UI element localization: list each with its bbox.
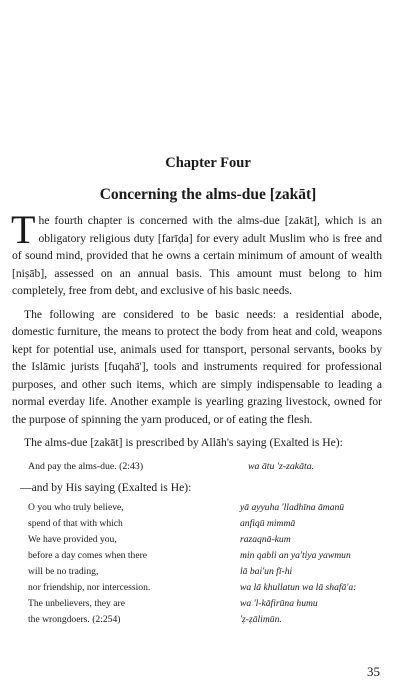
- verse-line: 'ẓ-ẓālimūn.: [240, 614, 282, 625]
- verse-line: O you who truly believe,: [28, 502, 124, 513]
- quote-1-english: And pay the alms-due. (2:43): [28, 460, 144, 472]
- verse-line: wa lā khullatun wa lā shafā'a:: [240, 582, 357, 593]
- body-text: [11, 207, 382, 628]
- verse-line: wa 'l-kāfirūna humu: [240, 598, 318, 609]
- verse-line: razaqnā-kum: [240, 534, 291, 545]
- verse-line: spend of that with which: [28, 518, 123, 529]
- verse-line: anfiqū mimmā: [240, 518, 296, 529]
- verse-line: nor friendship, nor intercession.: [28, 582, 151, 593]
- paragraph-3: The alms-due [zakāt] is prescribed by Allāh's saying (Exalted is He):: [24, 436, 343, 449]
- verse-line: We have provided you,: [28, 534, 117, 545]
- verse-2-transliteration: [240, 500, 356, 628]
- verse-2: [12, 500, 382, 628]
- chapter-label: Chapter Four: [165, 155, 251, 171]
- verse-line: min qabli an ya'tiya yawmun: [240, 550, 351, 561]
- verse-line: lā bai'un fī-hi: [240, 566, 293, 577]
- paragraph-1: [11, 207, 382, 300]
- drop-cap: T: [11, 207, 36, 252]
- paragraph-1-text: he fourth chapter is concerned with the alms-due [zakāt], which is an obligatory religious duty [farīḍa] for every adult Muslim who is free and of sound mind, provided that he owns a certain minimum of amount of wealth [niṣāb], assessed on an annual basis. This amount must belong to him completely, free from debt, and exclusive of his basic needs.: [12, 214, 382, 297]
- chapter-title: Concerning the alms-due [zakāt]: [99, 186, 317, 203]
- verse-line: the wrongdoers. (2:254): [28, 614, 121, 625]
- page-number: 35: [367, 664, 380, 679]
- intro-2: —and by His saying (Exalted is He):: [20, 480, 192, 494]
- verse-line: will be no trading,: [28, 566, 99, 577]
- verse-2-english: [12, 500, 240, 628]
- paragraph-2: The following are considered to be basic needs: a residential abode, domestic furniture, the means to protect the body from heat and cold, weapons kept for potential use, animals used for ttansport, personal servants, books by the Islāmic jurists [fuqahā'], tools and instruments required for professional purposes, and other such items, which are simply indispensable to leading a normal everday life. Another example is yearling grazing livestock, owned for the purpose of spinning the yarn produced, or of eating the flesh.: [12, 307, 382, 426]
- verse-line: yā ayyuha 'lladhīna āmanū: [240, 502, 345, 513]
- quote-1-transliteration: wa ātu 'z-zakāta.: [248, 460, 315, 472]
- verse-line: The unbelievers, they are: [28, 598, 125, 609]
- verse-line: before a day comes when there: [28, 550, 148, 561]
- quote-1: [12, 458, 382, 475]
